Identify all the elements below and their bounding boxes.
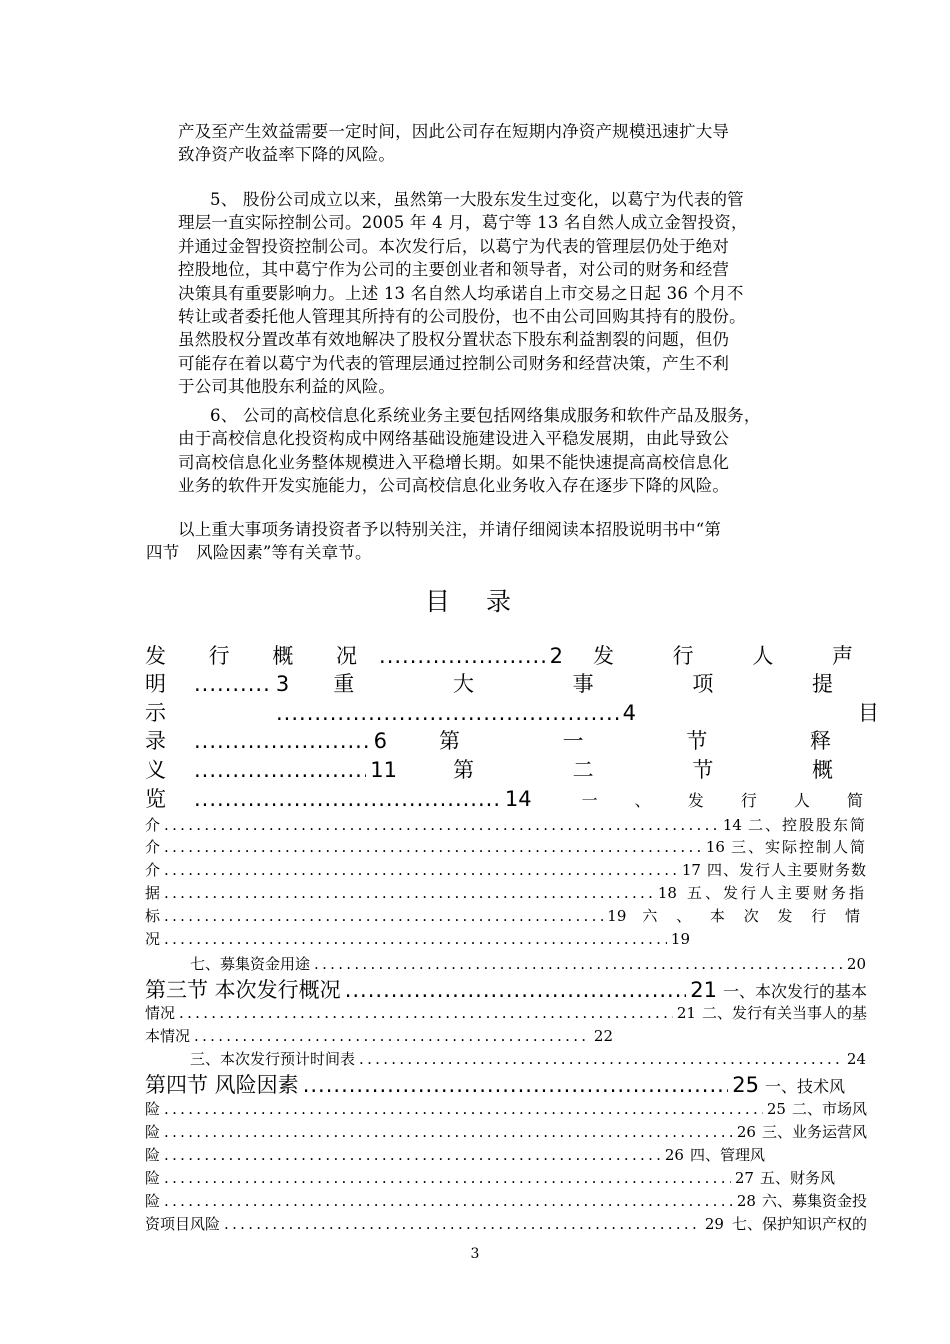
toc-next-label: 三、业务运营风 xyxy=(761,1123,867,1141)
toc-leader xyxy=(164,1123,733,1141)
text-line: 虽然股权分置改革有效地解决了股权分置状态下股东利益割裂的问题，但仍 xyxy=(178,330,730,350)
text-line: 司高校信息化业务整体规模进入平稳增长期。如果不能快速提高高校信息化 xyxy=(178,452,730,472)
text-line: 并通过金智投资控制公司。本次发行后，以葛宁为代表的管理层仍处于绝对 xyxy=(178,236,730,256)
toc-page: 3 xyxy=(275,672,290,696)
text-line: 6、 公司的高校信息化系统业务主要包括网络集成服务和软件产品及服务， xyxy=(210,406,761,425)
toc-next-label: 发 行 人 声 xyxy=(592,644,879,668)
toc-leader xyxy=(194,729,370,753)
toc-leader xyxy=(194,672,272,696)
toc-entry[interactable] xyxy=(145,668,879,696)
toc-entry[interactable] xyxy=(145,783,879,811)
toc-leader xyxy=(164,1192,733,1210)
toc-leader xyxy=(224,1215,701,1233)
toc-page: 14 xyxy=(504,787,532,811)
toc-page: 21 xyxy=(690,978,717,1002)
toc-entry[interactable] xyxy=(190,953,866,975)
text-line: 理层一直实际控制公司。2005 年 4 月，葛宁等 13 名自然人成立金智投资， xyxy=(178,213,748,233)
toc-leader xyxy=(179,1004,673,1022)
text-line: 控股地位，其中葛宁作为公司的主要创业者和领导者，对公司的财务和经营 xyxy=(178,260,730,280)
text-line: 决策具有重要影响力。上述 13 名自然人均承诺自上市交易之日起 36 个月不 xyxy=(178,283,744,303)
toc-next-label: 四、管理风 xyxy=(689,1146,765,1164)
toc-page: 28 xyxy=(736,1192,756,1210)
closing-paragraph xyxy=(146,518,818,565)
toc-label: 介 xyxy=(145,861,161,879)
toc-label: 义 xyxy=(145,758,166,782)
toc-entry[interactable] xyxy=(145,1002,867,1024)
toc-page: 4 xyxy=(622,701,636,725)
toc-next-label: 六、募集资金投 xyxy=(761,1192,867,1210)
toc-next-label: 第 一 节 释 xyxy=(438,729,879,753)
toc-page: 18 xyxy=(657,884,677,902)
toc-leader xyxy=(345,978,687,1002)
toc-next-label: 一 、 发 行 人 简 xyxy=(581,791,879,810)
toc-leader xyxy=(164,930,667,948)
toc-next-label: 二、发行有关当事人的基 xyxy=(701,1004,867,1022)
toc-entry[interactable] xyxy=(145,1121,867,1143)
toc-entry[interactable] xyxy=(145,905,867,927)
toc-label: 明 xyxy=(145,672,166,696)
toc-entry[interactable] xyxy=(145,974,867,1002)
toc-entry[interactable] xyxy=(145,640,879,668)
toc-entry[interactable] xyxy=(145,1190,867,1212)
toc-leader xyxy=(379,644,546,668)
toc-page: 25 xyxy=(766,1100,786,1118)
toc-label: 险 xyxy=(145,1123,161,1141)
toc-entry[interactable] xyxy=(145,814,867,836)
toc-leader xyxy=(164,861,678,879)
toc-leader xyxy=(194,1027,590,1045)
toc-label: 第三节 本次发行概况 xyxy=(145,978,341,1002)
toc-label: 览 xyxy=(145,787,166,811)
toc-entry[interactable] xyxy=(145,1098,867,1120)
text-line: 于公司其他股东利益的风险。 xyxy=(178,377,396,397)
toc-page: 24 xyxy=(846,1050,866,1068)
toc-leader xyxy=(164,1100,763,1118)
toc-leader xyxy=(194,758,366,782)
risk-item-6 xyxy=(178,404,818,498)
toc-page: 26 xyxy=(664,1146,684,1164)
toc-label: 险 xyxy=(145,1169,161,1187)
toc-label: 险 xyxy=(145,1146,161,1164)
toc-entry[interactable] xyxy=(145,882,867,904)
toc-page: 20 xyxy=(846,955,866,973)
toc-leader xyxy=(164,907,603,925)
toc-page: 26 xyxy=(736,1123,756,1141)
toc-entry[interactable] xyxy=(145,1144,765,1166)
toc-entry[interactable] xyxy=(145,754,879,782)
toc-entry[interactable] xyxy=(145,1025,613,1047)
toc-leader xyxy=(164,838,702,856)
toc-page: 17 xyxy=(681,861,701,879)
toc-leader xyxy=(194,787,501,811)
toc-label: 录 xyxy=(145,729,166,753)
toc-label: 险 xyxy=(145,1192,161,1210)
toc-page: 19 xyxy=(607,907,627,925)
toc-page: 14 xyxy=(722,816,742,834)
text-line: 以上重大事项务请投资者予以特别关注，并请仔细阅读本招股说明书中“第 xyxy=(178,520,722,539)
toc-leader xyxy=(164,816,719,834)
toc-entry[interactable] xyxy=(145,836,867,858)
text-line: 致净资产收益率下降的风险。 xyxy=(178,145,396,165)
toc-label: 示 xyxy=(145,701,166,725)
toc-next-label: 四、发行人主要财务数 xyxy=(706,861,867,879)
toc-label: 据 xyxy=(145,884,161,902)
toc-page: 21 xyxy=(676,1004,696,1022)
toc-page: 11 xyxy=(370,758,397,782)
toc-page: 25 xyxy=(732,1073,759,1097)
toc-entry[interactable] xyxy=(145,1069,845,1097)
toc-label: 情况 xyxy=(145,1004,176,1022)
toc-page: 2 xyxy=(549,644,563,668)
toc-next-label: 一、本次发行的基本 xyxy=(722,982,867,1001)
toc-next-label: 五、发行人主要财务指 xyxy=(686,884,867,902)
toc-next-label: 第 二 节 概 xyxy=(452,758,879,782)
toc-page: 19 xyxy=(670,930,690,948)
toc-entry[interactable] xyxy=(145,725,879,753)
toc-page: 22 xyxy=(593,1027,613,1045)
toc-leader xyxy=(359,1050,843,1068)
toc-label: 况 xyxy=(145,930,161,948)
toc-next-label: 二、市场风 xyxy=(791,1100,867,1118)
toc-leader xyxy=(276,701,619,725)
text-line: 产及至产生效益需要一定时间，因此公司存在短期内净资产规模迅速扩大导 xyxy=(178,122,730,141)
toc-page: 6 xyxy=(373,729,387,753)
toc-leader xyxy=(164,884,654,902)
text-line: 可能存在着以葛宁为代表的管理层通过控制公司财务和经营决策，产生不利 xyxy=(178,353,730,373)
toc-label: 标 xyxy=(145,907,161,925)
toc-page: 16 xyxy=(705,838,725,856)
toc-entry[interactable] xyxy=(145,1167,835,1189)
toc-page: 27 xyxy=(734,1169,754,1187)
toc-entry[interactable] xyxy=(145,859,867,881)
toc-next-label: 二、控股股东简 xyxy=(747,816,867,834)
risk-item-5 xyxy=(178,188,818,399)
toc-label: 发 行 概 况 xyxy=(145,644,376,668)
toc-next-label: 五、财务风 xyxy=(759,1169,835,1187)
toc-label: 介 xyxy=(145,816,161,834)
toc-label: 本情况 xyxy=(145,1027,191,1045)
toc-next-label: 一、技术风 xyxy=(764,1077,845,1096)
toc-label: 三、本次发行预计时间表 xyxy=(190,1050,356,1068)
toc-leader xyxy=(303,1073,729,1097)
page-number: 3 xyxy=(470,1246,480,1262)
toc-title: 目 录 xyxy=(425,587,525,616)
text-line: 5、 股份公司成立以来，虽然第一大股东发生过变化，以葛宁为代表的管 xyxy=(210,190,744,209)
text-line: 四节 风险因素”等有关章节。 xyxy=(146,543,372,563)
toc-entry[interactable] xyxy=(145,697,879,725)
toc-label: 介 xyxy=(145,838,161,856)
toc-entry[interactable] xyxy=(145,1213,867,1235)
toc-next-label: 重 大 事 项 提 xyxy=(333,672,879,696)
toc-leader xyxy=(164,1146,661,1164)
toc-label: 第四节 风险因素 xyxy=(145,1073,299,1097)
text-line: 由于高校信息化投资构成中网络基础设施建设进入平稳发展期，由此导致公 xyxy=(178,429,730,449)
toc-next-label: 七、保护知识产权的 xyxy=(731,1215,867,1233)
toc-entry[interactable] xyxy=(190,1048,866,1070)
toc-label: 资项目风险 xyxy=(145,1215,221,1233)
toc-entry[interactable] xyxy=(145,928,690,950)
text-line: 转让或者委托他人管理其所持有的公司股份，也不由公司回购其持有的股份。 xyxy=(178,307,746,327)
toc-leader xyxy=(314,955,843,973)
toc-leader xyxy=(164,1169,731,1187)
toc-next-label: 六 、 本 次 发 行 情 xyxy=(642,907,867,925)
toc-next-label: 目 xyxy=(858,701,879,725)
paragraph-continuation xyxy=(178,120,818,167)
toc-page: 29 xyxy=(704,1215,724,1233)
text-line: 业务的软件开发实施能力，公司高校信息化业务收入存在逐步下降的风险。 xyxy=(178,476,730,496)
toc-label: 险 xyxy=(145,1100,161,1118)
toc-label: 七、募集资金用途 xyxy=(190,955,311,973)
toc-next-label: 三、实际控制人简 xyxy=(730,838,867,856)
